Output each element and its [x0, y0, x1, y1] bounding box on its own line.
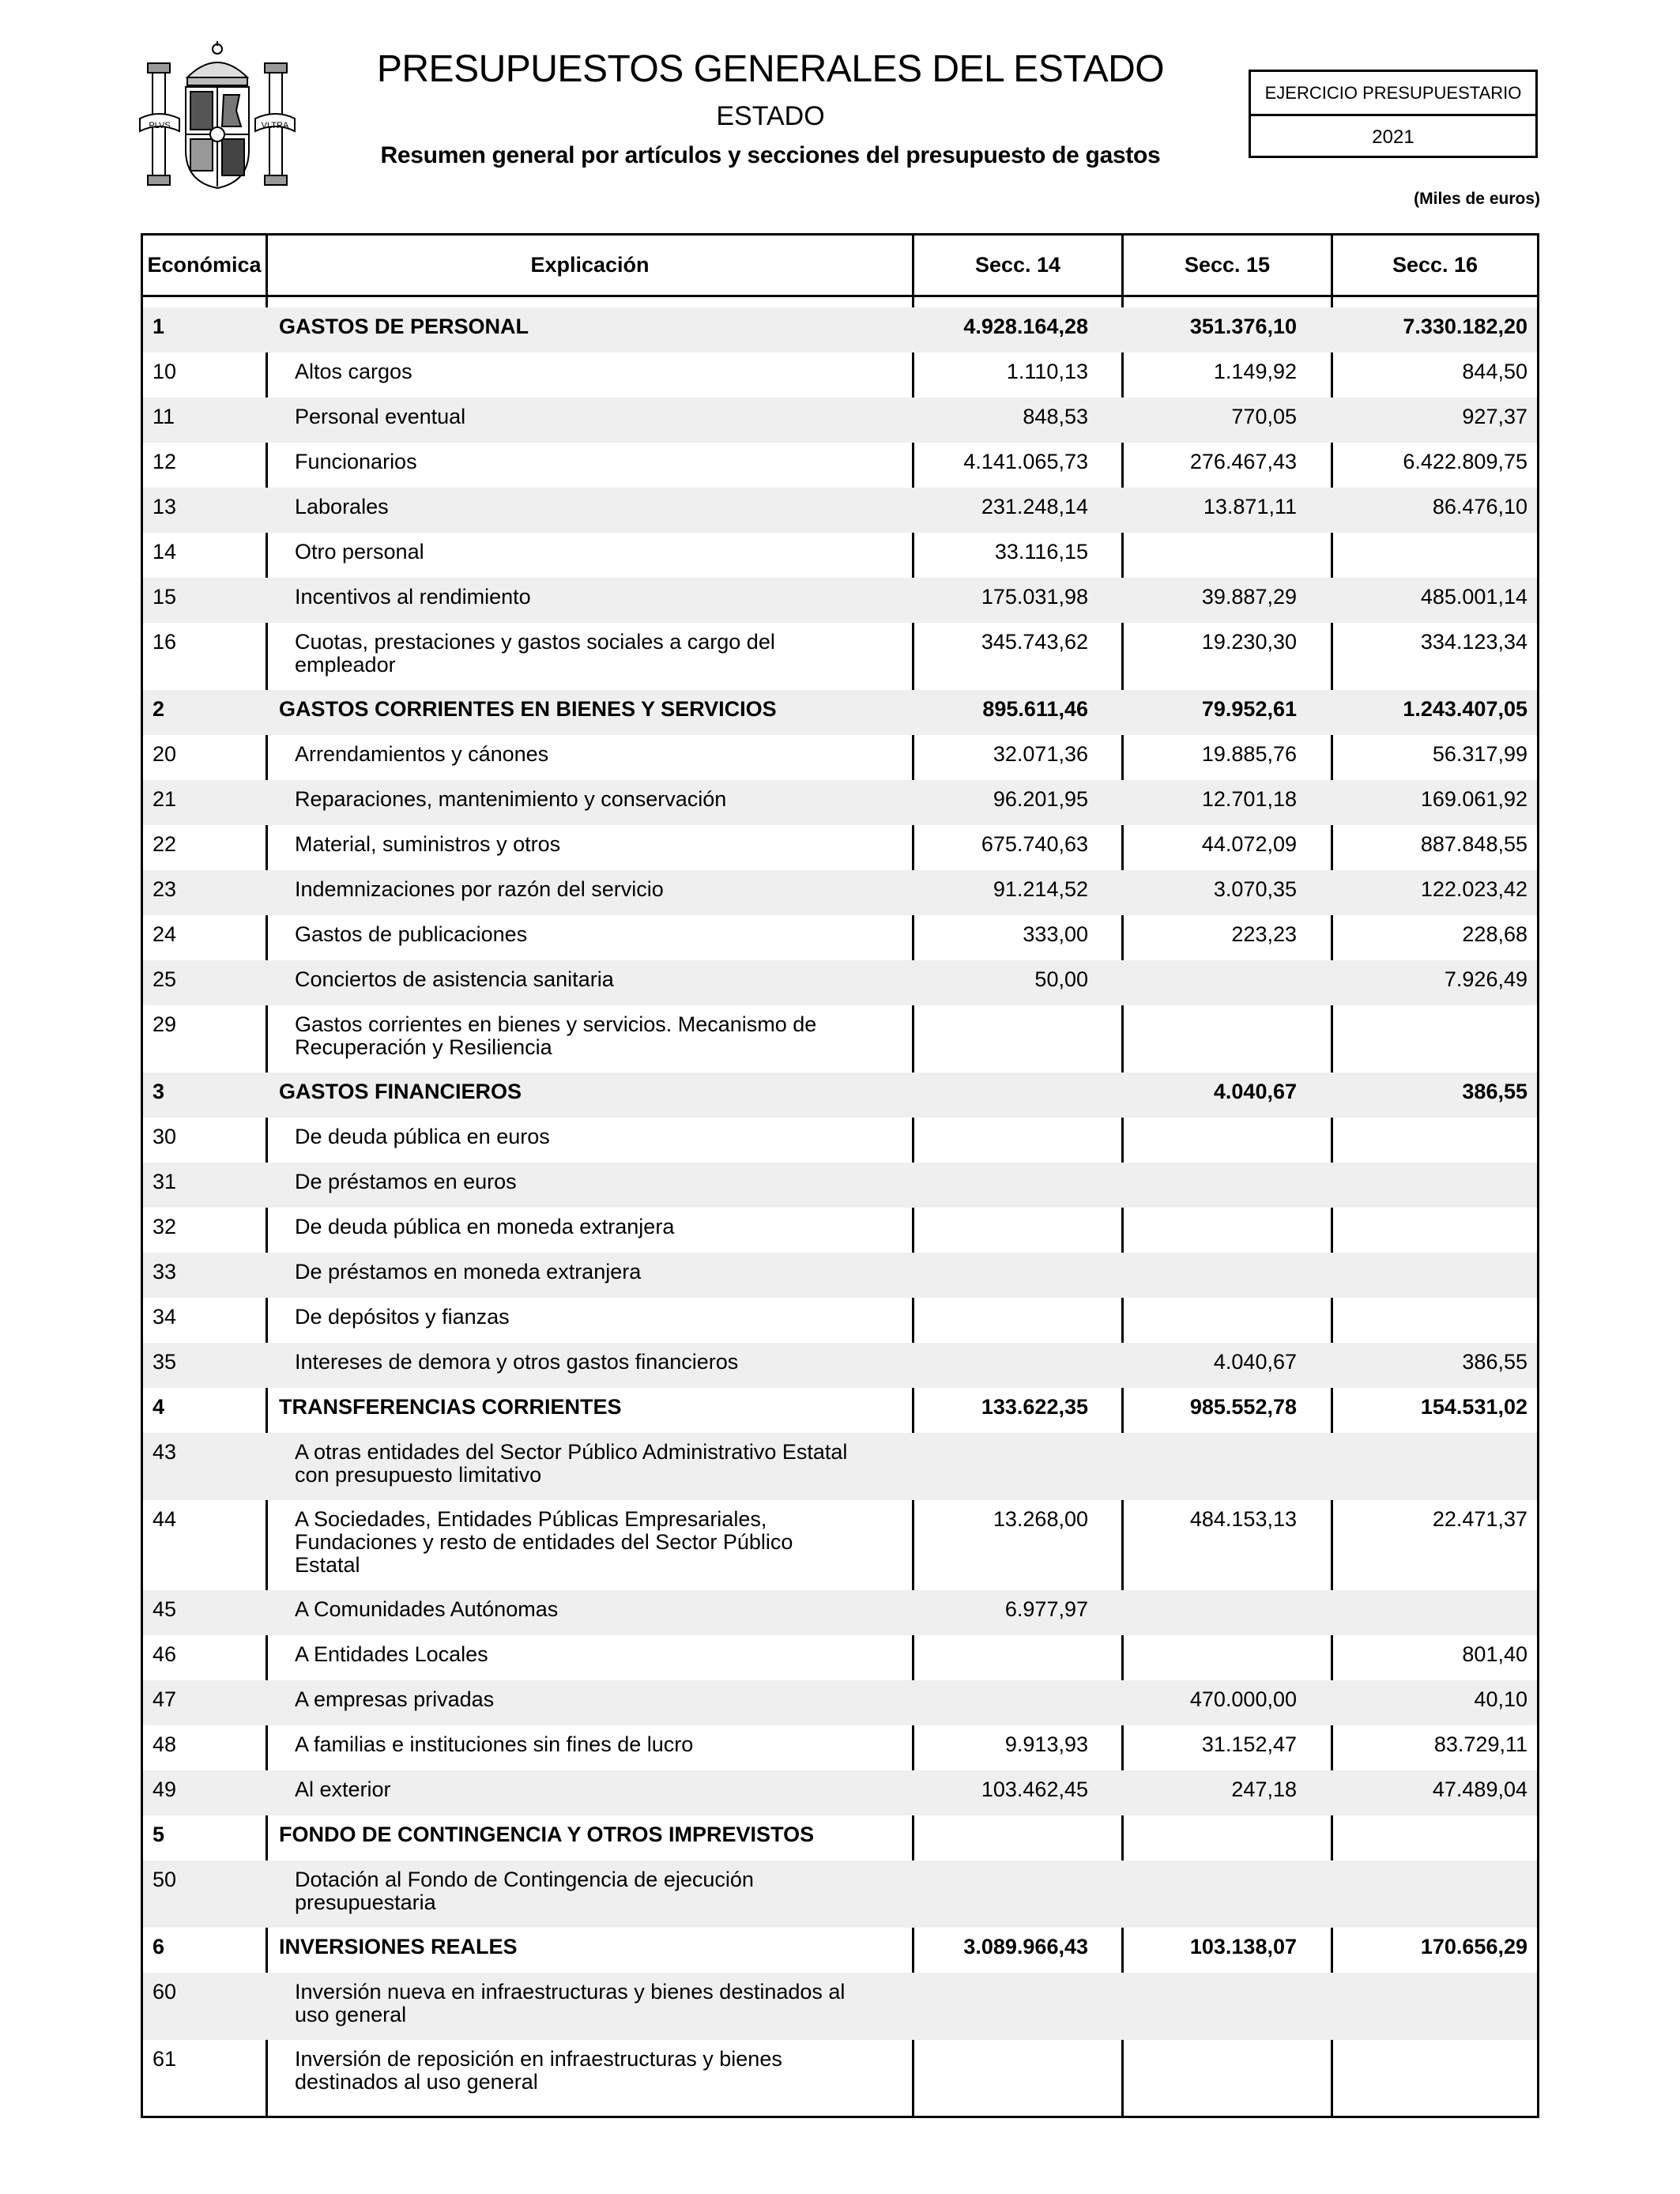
table-row [143, 1433, 1537, 1500]
row-secc-15: 44.072,09 [1201, 832, 1297, 856]
row-secc-14: 33.116,15 [994, 540, 1088, 564]
row-code: 22 [153, 832, 177, 856]
row-secc-16: 485.001,14 [1420, 585, 1527, 609]
table-row [143, 1298, 1537, 1343]
row-secc-14: 13.268,00 [993, 1507, 1088, 1531]
row-secc-14: 333,00 [1023, 922, 1088, 946]
table-row [143, 1635, 1537, 1680]
row-secc-15: 3.070,35 [1213, 877, 1297, 901]
row-explanation: Otro personal [295, 540, 424, 564]
row-secc-14: 133.622,35 [981, 1395, 1088, 1419]
row-explanation: De deuda pública en euros [295, 1125, 550, 1148]
document-subtitle: ESTADO [716, 101, 825, 131]
row-explanation: Al exterior [295, 1777, 391, 1801]
row-secc-15: 770,05 [1231, 405, 1297, 428]
row-secc-16: 47.489,04 [1432, 1777, 1527, 1801]
row-secc-14: 32.071,36 [993, 742, 1088, 766]
row-explanation: A otras entidades del Sector Público Administrativo Estatal con presupuesto limitativo [295, 1440, 848, 1487]
row-secc-16: 1.243.407,05 [1403, 697, 1527, 721]
row-code: 33 [153, 1260, 177, 1284]
row-explanation: Incentivos al rendimiento [295, 585, 531, 609]
row-explanation: Material, suministros y otros [295, 832, 561, 856]
row-code: 16 [153, 630, 177, 654]
row-secc-16: 386,55 [1462, 1350, 1527, 1374]
fiscal-year-label: EJERCICIO PRESUPUESTARIO [1251, 72, 1535, 116]
row-explanation: A Entidades Locales [295, 1642, 488, 1666]
row-secc-16: 334.123,34 [1420, 630, 1527, 654]
fiscal-year-value: 2021 [1372, 126, 1414, 148]
units-note: (Miles de euros) [1414, 190, 1540, 208]
column-header-secc-15: Secc. 15 [1184, 253, 1271, 277]
row-explanation: Conciertos de asistencia sanitaria [295, 967, 614, 991]
table-row [143, 1725, 1537, 1770]
row-code: 35 [153, 1350, 177, 1374]
row-explanation: Dotación al Fondo de Contingencia de ejecución presupuestaria [295, 1868, 754, 1914]
row-secc-15: 1.149,92 [1213, 360, 1297, 383]
row-secc-16: 122.023,42 [1420, 877, 1527, 901]
table-row [143, 1253, 1537, 1298]
row-secc-14: 9.913,93 [1004, 1732, 1088, 1756]
table-row [143, 780, 1537, 825]
row-code: 48 [153, 1732, 177, 1756]
row-secc-16: 170.656,29 [1420, 1935, 1527, 1958]
table-row [143, 488, 1537, 533]
row-code: 13 [153, 495, 177, 518]
row-code: 45 [153, 1597, 177, 1621]
row-secc-14: 675.740,63 [981, 832, 1088, 856]
row-explanation: Funcionarios [295, 450, 417, 473]
row-secc-14: 4.141.065,73 [963, 450, 1088, 473]
coat-motto-left: PLVS [149, 121, 171, 130]
row-code: 60 [153, 1980, 177, 2004]
row-explanation: TRANSFERENCIAS CORRIENTES [279, 1395, 622, 1419]
table-row [143, 398, 1537, 443]
row-code: 29 [153, 1012, 177, 1036]
table-row [143, 1860, 1537, 1928]
row-explanation: Reparaciones, mantenimiento y conservación [295, 787, 727, 811]
row-explanation: A empresas privadas [295, 1687, 495, 1711]
row-explanation: Cuotas, prestaciones y gastos sociales a cargo del empleador [295, 630, 775, 677]
row-secc-16: 801,40 [1462, 1642, 1527, 1666]
row-code: 50 [153, 1868, 177, 1891]
row-code: 5 [153, 1823, 165, 1846]
row-explanation: Gastos corrientes en bienes y servicios. Mecanismo de Recuperación y Resiliencia [295, 1012, 817, 1059]
row-explanation: A Comunidades Autónomas [295, 1597, 559, 1621]
row-secc-15: 13.871,11 [1203, 495, 1297, 518]
table-row [143, 735, 1537, 780]
row-secc-14: 175.031,98 [981, 585, 1088, 609]
row-code: 44 [153, 1507, 177, 1531]
table-row [143, 578, 1537, 623]
row-secc-16: 22.471,37 [1432, 1507, 1527, 1531]
row-code: 1 [153, 315, 165, 338]
row-explanation: Altos cargos [295, 360, 412, 383]
table-row-chapter [143, 307, 1537, 352]
row-secc-14: 50,00 [1034, 967, 1088, 991]
row-secc-16: 7.926,49 [1444, 967, 1527, 991]
table-header [143, 236, 1537, 297]
row-secc-15: 19.885,76 [1201, 742, 1297, 766]
row-code: 3 [153, 1080, 165, 1103]
row-code: 47 [153, 1687, 177, 1711]
row-code: 4 [153, 1395, 165, 1419]
row-secc-14: 6.977,97 [1004, 1597, 1088, 1621]
table-row-chapter [143, 1815, 1537, 1860]
row-explanation: Inversión nueva en infraestructuras y bienes destinados al uso general [295, 1980, 846, 2026]
row-code: 12 [153, 450, 177, 473]
budget-table [141, 233, 1539, 2118]
row-code: 2 [153, 697, 165, 721]
row-secc-15: 79.952,61 [1201, 697, 1297, 721]
row-secc-16: 7.330.182,20 [1403, 315, 1527, 338]
coat-of-arms-icon [138, 40, 296, 194]
row-secc-16: 169.061,92 [1420, 787, 1527, 811]
row-secc-14: 231.248,14 [981, 495, 1088, 518]
row-secc-16: 83.729,11 [1433, 1732, 1527, 1756]
row-explanation: GASTOS DE PERSONAL [279, 315, 529, 338]
row-code: 25 [153, 967, 177, 991]
row-secc-16: 86.476,10 [1432, 495, 1527, 518]
row-secc-14: 895.611,46 [982, 697, 1088, 721]
document-description: Resumen general por artículos y secciones del presupuesto de gastos [380, 142, 1161, 168]
row-secc-16: 154.531,02 [1420, 1395, 1527, 1419]
row-secc-16: 40,10 [1474, 1687, 1527, 1711]
row-secc-15: 276.467,43 [1189, 450, 1297, 473]
row-explanation: Gastos de publicaciones [295, 922, 528, 946]
row-explanation: FONDO DE CONTINGENCIA Y OTROS IMPREVISTOS [279, 1823, 815, 1846]
column-header-economica: Económica [147, 253, 262, 277]
row-secc-16: 887.848,55 [1420, 832, 1527, 856]
row-secc-16: 927,37 [1462, 405, 1527, 428]
table-row [143, 825, 1537, 870]
row-secc-16: 228,68 [1462, 922, 1527, 946]
table-row [143, 1343, 1537, 1388]
table-row-chapter [143, 1072, 1537, 1118]
table-row-chapter [143, 1388, 1537, 1433]
row-secc-14: 4.928.164,28 [963, 315, 1088, 338]
table-row [143, 623, 1537, 690]
row-code: 23 [153, 877, 177, 901]
row-secc-16: 844,50 [1462, 360, 1527, 383]
row-explanation: De depósitos y fianzas [295, 1305, 510, 1329]
table-row [143, 1590, 1537, 1635]
table-body [143, 307, 1537, 2107]
row-secc-14: 848,53 [1023, 405, 1088, 428]
table-row [143, 1208, 1537, 1253]
column-header-explicacion: Explicación [530, 253, 650, 277]
row-code: 61 [153, 2047, 177, 2071]
row-secc-15: 484.153,13 [1189, 1507, 1297, 1531]
row-explanation: A Sociedades, Entidades Públicas Empresariales, Fundaciones y resto de entidades del Sector Público Estatal [295, 1507, 793, 1577]
table-row [143, 915, 1537, 960]
row-secc-14: 103.462,45 [981, 1777, 1088, 1801]
row-secc-15: 4.040,67 [1213, 1080, 1297, 1103]
table-row [143, 1118, 1537, 1163]
table-row [143, 2040, 1537, 2107]
row-explanation: A familias e instituciones sin fines de lucro [295, 1732, 694, 1756]
row-secc-16: 56.317,99 [1432, 742, 1527, 766]
row-secc-15: 39.887,29 [1201, 585, 1297, 609]
fiscal-year-box [1249, 70, 1538, 158]
row-secc-15: 223,23 [1231, 922, 1297, 946]
table-row-chapter [143, 1928, 1537, 1973]
row-explanation: De deuda pública en moneda extranjera [295, 1215, 675, 1238]
table-row-chapter [143, 690, 1537, 735]
row-code: 10 [153, 360, 177, 383]
row-secc-15: 985.552,78 [1189, 1395, 1297, 1419]
row-secc-14: 1.110,13 [1006, 360, 1088, 383]
row-secc-15: 247,18 [1231, 1777, 1297, 1801]
column-header-secc-14: Secc. 14 [974, 253, 1061, 277]
row-secc-15: 103.138,07 [1189, 1935, 1297, 1958]
table-row [143, 1973, 1537, 2040]
row-secc-14: 3.089.966,43 [963, 1935, 1088, 1958]
table-row [143, 960, 1537, 1005]
row-code: 6 [153, 1935, 165, 1958]
row-explanation: GASTOS CORRIENTES EN BIENES Y SERVICIOS [279, 697, 777, 721]
table-row [143, 1163, 1537, 1208]
row-secc-14: 91.214,52 [993, 877, 1088, 901]
row-explanation: De préstamos en euros [295, 1170, 517, 1193]
row-code: 46 [153, 1642, 177, 1666]
row-explanation: De préstamos en moneda extranjera [295, 1260, 642, 1284]
row-explanation: Indemnizaciones por razón del servicio [295, 877, 664, 901]
table-row [143, 1680, 1537, 1725]
row-secc-15: 470.000,00 [1189, 1687, 1297, 1711]
table-row [143, 352, 1537, 398]
column-header-secc-16: Secc. 16 [1392, 253, 1478, 277]
row-secc-15: 351.376,10 [1189, 315, 1297, 338]
table-row [143, 533, 1537, 578]
row-code: 30 [153, 1125, 177, 1148]
row-explanation: Inversión de reposición en infraestructuras y bienes destinados al uso general [295, 2047, 782, 2094]
table-row [143, 870, 1537, 915]
row-code: 20 [153, 742, 177, 766]
row-code: 11 [153, 405, 175, 428]
row-secc-15: 19.230,30 [1201, 630, 1297, 654]
row-explanation: Intereses de demora y otros gastos financieros [295, 1350, 739, 1374]
row-secc-15: 4.040,67 [1213, 1350, 1297, 1374]
row-explanation: INVERSIONES REALES [279, 1935, 518, 1958]
row-secc-14: 345.743,62 [981, 630, 1088, 654]
row-explanation: Arrendamientos y cánones [295, 742, 549, 766]
row-secc-15: 31.152,47 [1201, 1732, 1297, 1756]
row-secc-16: 6.422.809,75 [1403, 450, 1527, 473]
row-code: 24 [153, 922, 177, 946]
row-code: 49 [153, 1777, 177, 1801]
row-code: 21 [153, 787, 177, 811]
table-row [143, 1005, 1537, 1072]
row-code: 15 [153, 585, 177, 609]
table-row [143, 1500, 1537, 1590]
row-code: 43 [153, 1440, 177, 1464]
row-code: 14 [153, 540, 177, 564]
row-code: 32 [153, 1215, 177, 1238]
row-explanation: Personal eventual [295, 405, 466, 428]
row-secc-15: 12.701,18 [1201, 787, 1297, 811]
row-secc-14: 96.201,95 [993, 787, 1088, 811]
table-row [143, 443, 1537, 488]
document-title: PRESUPUESTOS GENERALES DEL ESTADO [376, 48, 1165, 90]
row-code: 31 [153, 1170, 177, 1193]
coat-motto-right: VLTRA [261, 121, 289, 130]
row-code: 34 [153, 1305, 177, 1329]
row-explanation: Laborales [295, 495, 389, 518]
row-explanation: GASTOS FINANCIEROS [279, 1080, 522, 1103]
table-row [143, 1770, 1537, 1815]
row-secc-16: 386,55 [1462, 1080, 1527, 1103]
